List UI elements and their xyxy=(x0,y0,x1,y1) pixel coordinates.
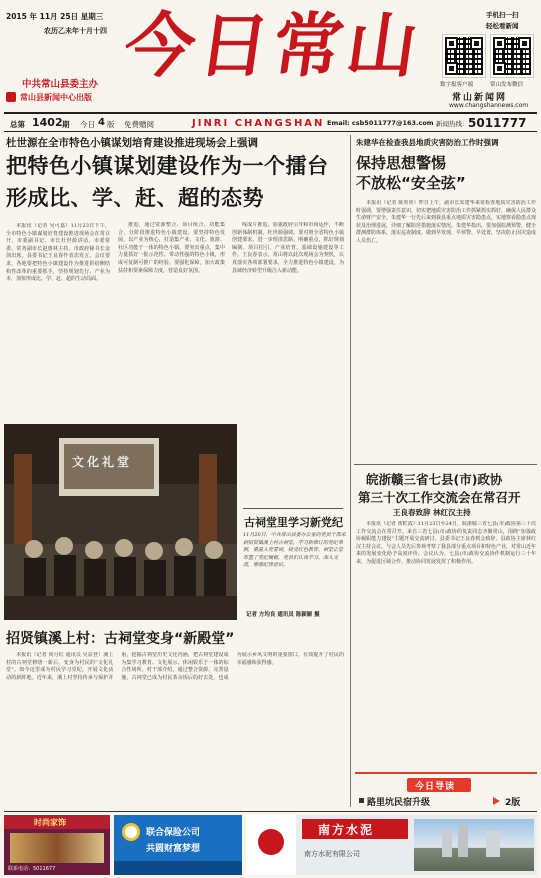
index-box[interactable] xyxy=(355,772,537,810)
site-name: 常山新闻网 xyxy=(452,93,508,103)
lead-kicker: 杜世源在全市特色小镇谋划培育建设推进现场会上强调 xyxy=(6,137,258,149)
qr-caption-wechat: 常山发布微信 xyxy=(490,82,524,88)
ad-home-decor[interactable] xyxy=(4,815,110,875)
ad-cement-silo-2 xyxy=(458,825,468,857)
right-headline-2: 不放松“安全弦” xyxy=(356,174,466,192)
phone-tagline-1: 手机扫一扫 xyxy=(486,11,519,19)
caption-headline: 古祠堂里学习新党纪 xyxy=(244,516,343,529)
sponsor-line: 中共常山县委主办 xyxy=(22,79,99,90)
lead-column-1 xyxy=(6,223,110,423)
caption-body-box xyxy=(243,532,346,607)
story-two-headline: 招贤镇溪上村：古祠堂变身“新殿堂” xyxy=(6,631,235,647)
ad-insurance-line2: 共圆财富梦想 xyxy=(146,844,201,854)
right-headline-1: 保持思想警惕 xyxy=(356,154,447,172)
caption-body: 11月20日，中共常山县委办公室的党员干部来到招贤镇溪上村古祠堂，学习新修订的党纪条例，重温入党誓词，接受红色教育。祠堂正堂布置了党纪展板，党员们认真学习、深入交流，增强纪律意识。 xyxy=(243,532,346,569)
masthead-pinyin: JINRI CHANGSHAN xyxy=(192,118,325,129)
total-issue-label: 总第 xyxy=(10,120,25,129)
lunar-date: 农历乙未年十月十四 xyxy=(44,27,107,35)
story-three-text: 本报讯（记者 黄虹霞）11月23日至24日，皖浙赣三省七县(市)政协第三十次工作交流会在常召开。来自三省七县(市)政协的负责同志齐聚常山，围绕“加强政协履职能力建设”主题开展交流研讨。县委书记王良春到会致辞，县政协主席林红汉主持会议。与会人员先后参观考察了我县部分重点项目和特色产业，对常山近年来的发展变化给予高度评价。会议认为，七县(市)政协交流协作机制运行三十年来，为促进区域合作、推动协同发展发挥了积极作用。 xyxy=(356,521,536,565)
lead-column-1-text: 本报讯（记者 吴可嘉）11月23日下午，全市特色小镇谋划培育建设推进现场会在常召开。市委副书记、市长杜世源讲话，市委常委、常务副市长赵惠林主持，市政府秘书长金剑出席。县委书记王良春作表态发言。会议要求，各地要把特色小镇建设作为推进供给侧结构性改革的重要抓手，坚持规划先行、产业为本，加快形成比、学、赶、超的生动局面。 xyxy=(6,223,110,283)
ad-cement-company: 南方水泥有限公司 xyxy=(304,850,360,858)
today-pages-number: 4 xyxy=(98,117,105,128)
photo-sign-text: 文化礼堂 xyxy=(72,455,133,469)
index-item[interactable]: 路里坑民宿升级 xyxy=(367,798,431,808)
ad-home-decor-brand: 时尚家饰 xyxy=(34,818,66,827)
ad-cement[interactable] xyxy=(246,815,537,875)
hotline-label: 新闻热线： xyxy=(436,120,469,128)
qr-code-wechat[interactable] xyxy=(491,35,533,77)
story-two-text: 本报讯（记者 尚月红 通讯员 吴益登）溪上村的古祠堂修缮一新后，变身为村民的“文化礼堂”。如今这里成为村民学习党纪、开展文化活动的新阵地。近年来，溪上村坚持传承与保护并重，挖掘古祠堂历史文化内涵，把古祠堂建设成为集学习教育、文化展示、休闲娱乐于一体的综合性场所。村干部介绍，通过整合资源、完善设施，古祠堂已成为村民茶余饭后的好去处，也成为展示乡风文明的重要窗口，有效提升了村民的幸福感和获得感。 xyxy=(6,652,344,681)
ads-rule xyxy=(4,811,537,812)
info-bar xyxy=(4,116,537,130)
lead-column-2 xyxy=(118,222,225,422)
story-two-body xyxy=(6,652,344,800)
lead-column-2-text: 推进，通过资源整合、项目组合、功能集合，分阶段推进特色小镇建设。要坚持特色发展，以产业为核心，打造集产业、文化、旅游、社区功能于一体的特色小镇。要突出重点，集中力量抓好一批示范性、带动性强的特色小镇，形成可复制可推广的经验。要强化保障，加大政策扶持和要素保障力度，营造良好氛围。 xyxy=(118,222,225,274)
index-page: 2版 xyxy=(505,798,521,808)
ad-insurance-logo xyxy=(122,823,140,841)
ad-insurance[interactable] xyxy=(114,815,242,875)
site-url[interactable]: www.changshannews.com xyxy=(449,102,529,109)
ad-home-decor-phone: 联系电话：5011677 xyxy=(8,866,56,872)
today-pages-label: 今日 xyxy=(80,120,95,129)
newspaper-title: 今日常山 xyxy=(119,4,427,87)
ad-cement-name: 南方水泥 xyxy=(318,823,375,837)
ad-home-decor-image xyxy=(10,833,104,863)
right-kicker: 朱建华在检查我县地质灾害防治工作时强调 xyxy=(356,138,499,147)
news-photo-ancestral-hall xyxy=(4,424,237,620)
story-three-body xyxy=(356,521,536,767)
qr-code-app[interactable] xyxy=(443,35,485,77)
publisher-badge xyxy=(6,92,16,102)
email-address[interactable]: Email: csb5011777@163.com xyxy=(327,119,434,127)
today-pages-suffix: 版 xyxy=(107,120,115,129)
ad-cement-silo-1 xyxy=(442,829,452,857)
story-three-byline: 王良春致辞 林红汉主持 xyxy=(393,508,471,517)
ad-cement-logo xyxy=(258,829,284,855)
free-label: 免费赠阅 xyxy=(124,120,154,129)
index-arrow-icon xyxy=(493,797,500,805)
phone-tagline-2: 轻松看新闻 xyxy=(486,22,519,30)
masthead-rule-top xyxy=(4,112,537,114)
masthead-rule-bottom xyxy=(4,131,537,132)
ad-insurance-line1: 联合保险公司 xyxy=(146,828,201,838)
right-body-text: 本报讯（记者 陈喜喜）昨日上午，副市长朱建华来常检查地质灾害防治工作时强调，要增强责任意识，切实把地质灾害防治工作抓紧抓实抓好，确保人民群众生命财产安全。朱建华一行先后来到我县重点地质灾害隐患点，实地察看隐患点现状及治理进展，详细了解防范措施落实情况。朱建华指出，要加强监测预警，健全群测群防体系，落实巡查制度，做到早发现、早预警、早处置，坚决防止因灾造成人员伤亡。 xyxy=(356,200,536,244)
lead-column-3 xyxy=(232,222,344,422)
column-divider xyxy=(350,135,351,807)
right-body xyxy=(356,200,536,462)
ad-insurance-stripe xyxy=(114,861,242,875)
total-issue-suffix: 期 xyxy=(62,120,70,129)
issue-date: 2015 年 11月 25日 星期三 xyxy=(6,12,104,21)
total-issue-number: 1402 xyxy=(32,116,63,129)
story-three-rule xyxy=(354,464,537,465)
publisher-line: 常山县新闻中心出版 xyxy=(20,93,92,102)
ad-cement-silo-3 xyxy=(486,831,500,857)
index-label: 今日导读 xyxy=(415,782,456,792)
story-three-headline-1: 皖浙赣三省七县(市)政协 xyxy=(366,472,503,487)
photo-credit: 记者 方均良 通讯员 陈颖颖 摄 xyxy=(246,612,320,618)
lead-headline-1: 把特色小镇谋划建设作为一个擂台 xyxy=(6,154,329,178)
hotline-number[interactable]: 5011777 xyxy=(468,116,527,130)
index-bullet xyxy=(359,798,364,803)
ad-cement-plant-image xyxy=(414,819,534,871)
story-three-headline-2: 第三十次工作交流会在常召开 xyxy=(358,490,521,505)
qr-caption-app: 数字报客户端 xyxy=(440,82,474,88)
caption-headline-bar xyxy=(243,508,343,510)
lead-headline-2: 形成比、学、赶、超的态势 xyxy=(6,186,264,210)
lead-column-3-text: 线成片推进，加强政府引导和市场运作，不断创新体制机制。杜世源强调，要对照全省特色小镇创建要求，进一步理清思路、明确重点，抓好规划编制、项目招引、产业培育、基础设施建设等工作。王良春表示，常山将以此次现场会为契机，认真落实各项部署要求，全力推进特色小镇建设，为县域经济转型升级注入新动能。 xyxy=(232,222,344,274)
